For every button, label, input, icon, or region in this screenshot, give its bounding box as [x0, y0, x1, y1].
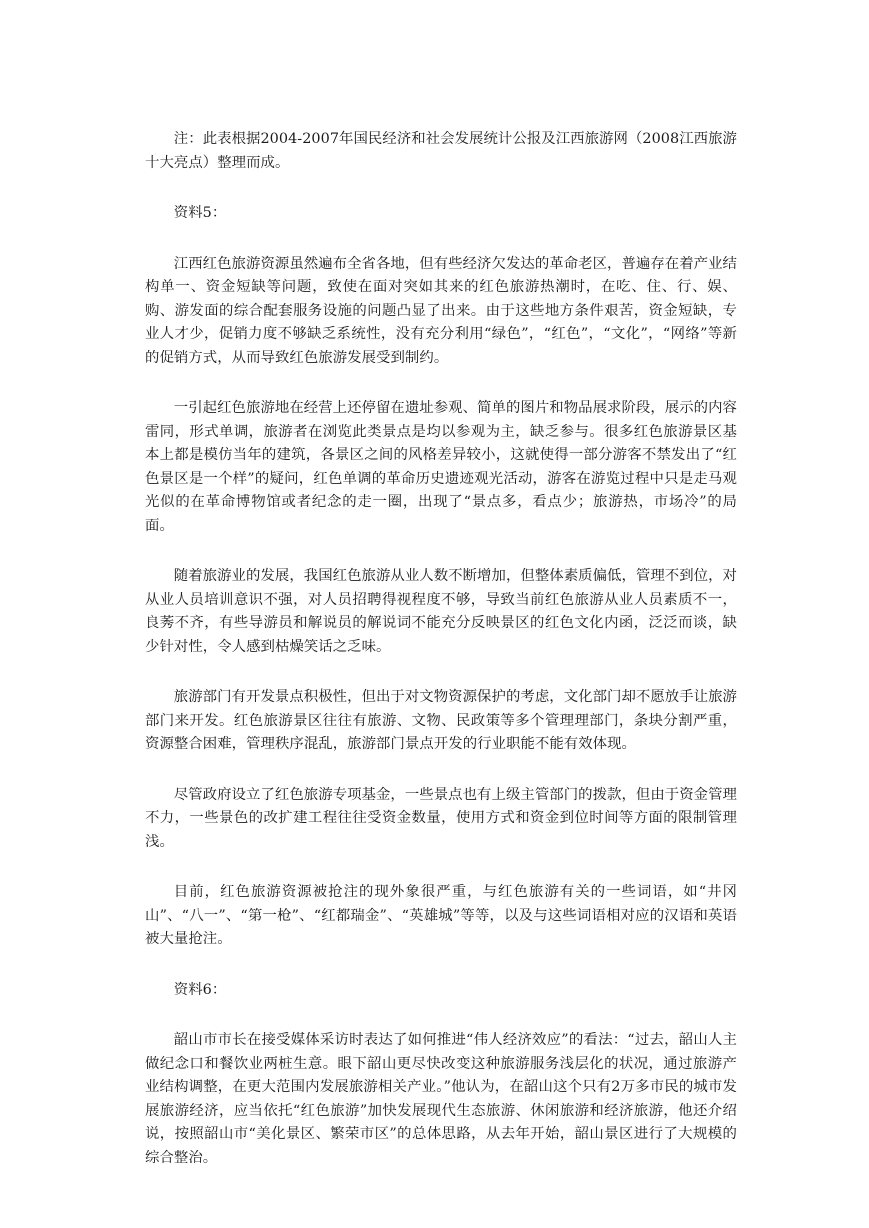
section-heading-5: 资料5：	[173, 205, 227, 221]
paragraph: 旅游部门有开发景点积极性，但出于对文物资源保护的考虑，文化部门却不愿放手让旅游部门来开发。红色旅游景区往往有旅游、文物、民政策等多个管理理部门，条块分割严重，资源整合困难，管理秩序混乱，旅游部门景点开发的行业职能不能有效体现。	[145, 689, 737, 752]
spacer	[145, 1002, 737, 1029]
paragraph: 尽管政府设立了红色旅游专项基金，一些景点也有上级主管部门的拨款，但由于资金管理不力，一些景色的改扩建工程往往受资金数量，使用方式和资金到位时间等方面的限制管理浅。	[145, 786, 737, 850]
spacer	[145, 952, 737, 979]
paragraph: 江西红色旅游资源虽然遍布全省各地，但有些经济欠发达的革命老区，普遍存在着产业结构单一、资金短缺等问题，致使在面对突如其来的红色旅游热潮时，在吃、住、行、娱、购、游发面的综合配套服务设施的问题凸显了出来。由于这些地方条件艰苦，资金短缺，专业人才少，促销力度不够缺乏系统性，没有充分利用“绿色”，“红色”，“文化”，“网络”等新的促销方式，从而导致红色旅游发展受到制约。	[145, 255, 737, 366]
document-page	[145, 128, 737, 1170]
spacer	[145, 370, 737, 397]
paragraph: 随着旅游业的发展，我国红色旅游从业人数不断增加，但整体素质偏低，管理不到位，对从业人员培训意识不强，对人员招聘得视程度不够，导致当前红色旅游从业人员素质不一，良莠不齐，有些导游员和解说员的解说词不能充分反映景区的红色文化内函，泛泛而谈，缺少针对性，令人感到枯燥笑话之乏味。	[145, 568, 737, 655]
paragraph: 韶山市市长在接受媒体采访时表达了如何推进“伟人经济效应”的看法：“过去，韶山人主做纪念口和餐饮业两桩生意。眼下韶山更尽快改变这种旅游服务浅层化的状况，通过旅游产业结构调整，在更大范围内发展旅游相关产业。”他认为，在韶山这个只有2万多市民的城市发展旅游经济，应当依托“红色旅游”加快发展现代生态旅游、休闲旅游和经济旅游，他还介绍说，按照韶山市“美化景区、繁荣市区”的总体思路，从去年开始，韶山景区进行了大规模的综合整治。	[145, 1032, 737, 1166]
paragraph: 一引起红色旅游地在经营上还停留在遗址参观、简单的图片和物品展求阶段，展示的内容雷同，形式单调，旅游者在浏览此类景点是均以参观为主，缺乏参与。很多红色旅游景区基本上都是模仿当年的建筑，各景区之间的风格差异较小，这就使得一部分游客不禁发出了“红色景区是一个样”的疑问，红色单调的革命历史遗迹观光活动，游客在游览过程中只是走马观光似的在革命博物馆或者纪念的走一圈，出现了“景点多，看点少；旅游热，市场冷”的局面。	[145, 400, 737, 534]
paragraph: 目前，红色旅游资源被抢注的现外象很严重，与红色旅游有关的一些词语，如“井冈山”、“八一”、“第一枪”、“红都瑞金”、“英雄城”等等，以及与这些词语相对应的汉语和英语被大量抢注。	[145, 884, 737, 947]
spacer	[145, 757, 737, 784]
table-note: 注：此表根据2004-2007年国民经济和社会发展统计公报及江西旅游网（2008江西旅游十大亮点）整理而成。	[145, 131, 737, 171]
spacer	[145, 854, 737, 881]
section-heading-6: 资料6：	[173, 981, 227, 998]
spacer	[145, 175, 737, 202]
spacer	[145, 226, 737, 253]
spacer	[145, 538, 737, 565]
spacer	[145, 659, 737, 686]
